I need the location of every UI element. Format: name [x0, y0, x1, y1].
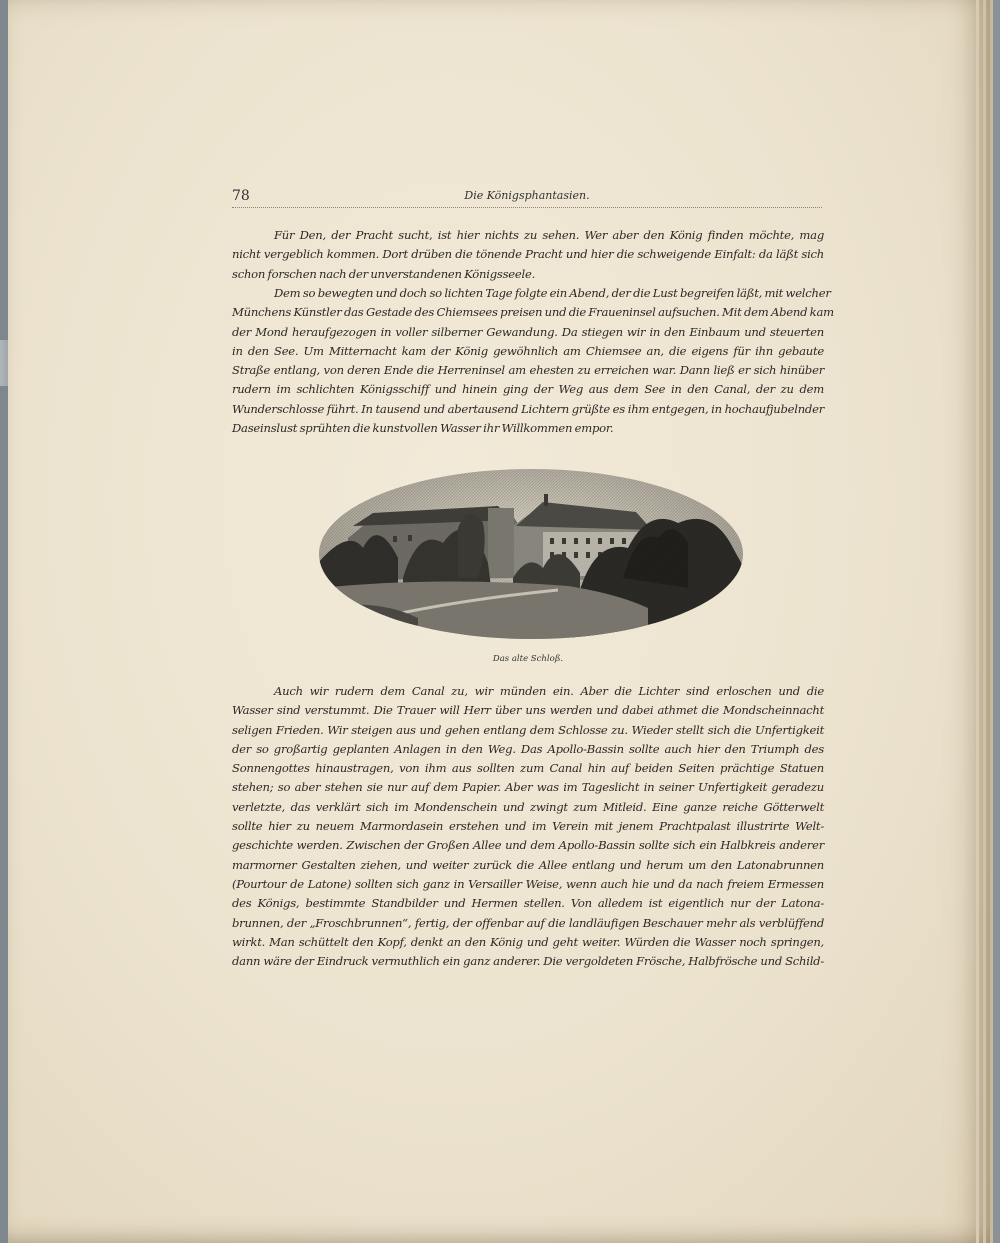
- text-line: dann wäre der Eindruck vermuthlich ein ganz anderer. Die vergoldeten Frösche, Halbfrösche und Schild-: [232, 954, 824, 969]
- text-line: Daseinslust sprühten die kunstvollen Wasser ihr Willkommen empor.: [232, 421, 614, 436]
- text-line: der Mond heraufgezogen in voller silberner Gewandung. Da stiegen wir in den Einbaum und steuerten: [232, 324, 824, 339]
- text-line: rudern im schlichten Königsschiff und hinein ging der Weg aus dem See in den Canal, der zu dem: [232, 382, 824, 397]
- page-edge: [983, 0, 986, 1243]
- text-line: des Königs, bestimmte Standbilder und Hermen stellen. Von alledem ist eigentlich nur der Latona-: [232, 896, 824, 911]
- page-edge: [976, 0, 979, 1243]
- text-line: Münchens Künstler das Gestade des Chiemsees preisen und die Fraueninsel aufsuchen. Mit dem Abend kam: [232, 305, 834, 320]
- text-line: Auch wir rudern dem Canal zu, wir münden ein. Aber die Lichter sind erloschen und die: [274, 684, 824, 698]
- text-line: Wunderschlosse führt. In tausend und abertausend Lichtern grüßte es ihm entgegen, in hochaufjubelnder: [232, 401, 824, 416]
- page-edge: [990, 0, 993, 1243]
- text-line: verletzte, das verklärt sich im Mondenschein und zwingt zum Mitleid. Eine ganze reiche Götterwelt: [232, 799, 824, 814]
- running-title: Die Königsphantasien.: [464, 189, 590, 202]
- text-line: Wasser sind verstummt. Die Trauer will Herr über uns werden und dabei athmet die Mondscheinnacht: [232, 703, 824, 718]
- text-line: Dem so bewegten und doch so lichten Tage folgte ein Abend, der die Lust begreifen läßt, mit welcher: [274, 286, 831, 300]
- figure-caption: Das alte Schloß.: [492, 654, 564, 664]
- text-line: Sonnengottes hinaustragen, von ihm aus sollten zum Canal hin auf beiden Seiten prächtige Statuen: [232, 761, 824, 776]
- text-line: sollte hier zu neuem Marmordasein erstehen und im Verein mit jenem Prachtpalast illustrirte Welt-: [232, 819, 824, 834]
- text-line: der so großartig geplanten Anlagen in den Weg. Das Apollo-Bassin sollte auch hier den Triumph des: [232, 741, 824, 756]
- text-line: Straße entlang, von deren Ende die Herreninsel am ehesten zu erreichen war. Dann ließ er sich hinüber: [232, 363, 824, 378]
- text-line: brunnen, der „Froschbrunnen“, fertig, der offenbar auf die landläufigen Beschauer mehr als verblüffend: [232, 915, 824, 930]
- castle-illustration: [318, 468, 744, 640]
- page-number: 78: [232, 188, 250, 204]
- text-line: Für Den, der Pracht sucht, ist hier nichts zu sehen. Wer aber den König finden möchte, mag: [274, 228, 824, 242]
- text-line: seligen Frieden. Wir steigen aus und gehen entlang dem Schlosse zu. Wieder stellt sich die Unfertigkeit: [232, 722, 824, 737]
- text-line: geschichte werden. Zwischen der Großen Allee und dem Apollo-Bassin sollte sich ein Halbkreis anderer: [232, 838, 824, 853]
- text-line: in den See. Um Mitternacht kam der König gewöhnlich am Chiemsee an, die eigens für ihn gebaute: [232, 343, 824, 358]
- page-header: [232, 186, 822, 208]
- text-line: (Pourtour de Latone) sollten sich ganz in Versailler Weise, wenn auch hie und da nach freiem Ermessen: [232, 876, 824, 891]
- paragraph-1: [232, 226, 824, 284]
- paragraph-2: [232, 284, 834, 438]
- paragraph-3: [232, 682, 824, 971]
- text-line: nicht vergeblich kommen. Dort drüben die tönende Pracht und hier die schweigende Einfalt: da läßt sich: [232, 247, 824, 262]
- header-rule: [232, 207, 822, 208]
- text-line: wirkt. Man schüttelt den Kopf, denkt an den König und geht weiter. Würden die Wasser noch springen,: [232, 934, 824, 949]
- text-line: schon forschen nach der unverstandenen Königsseele.: [232, 266, 536, 281]
- text-line: marmorner Gestalten ziehen, und weiter zurück die Allee entlang und herum um den Latonabrunnen: [232, 857, 824, 872]
- engraving-old-castle: [318, 468, 744, 640]
- text-line: stehen; so aber stehen sie nur auf dem Papier. Aber was im Tageslicht in seiner Unfertigkeit geradezu: [232, 780, 824, 795]
